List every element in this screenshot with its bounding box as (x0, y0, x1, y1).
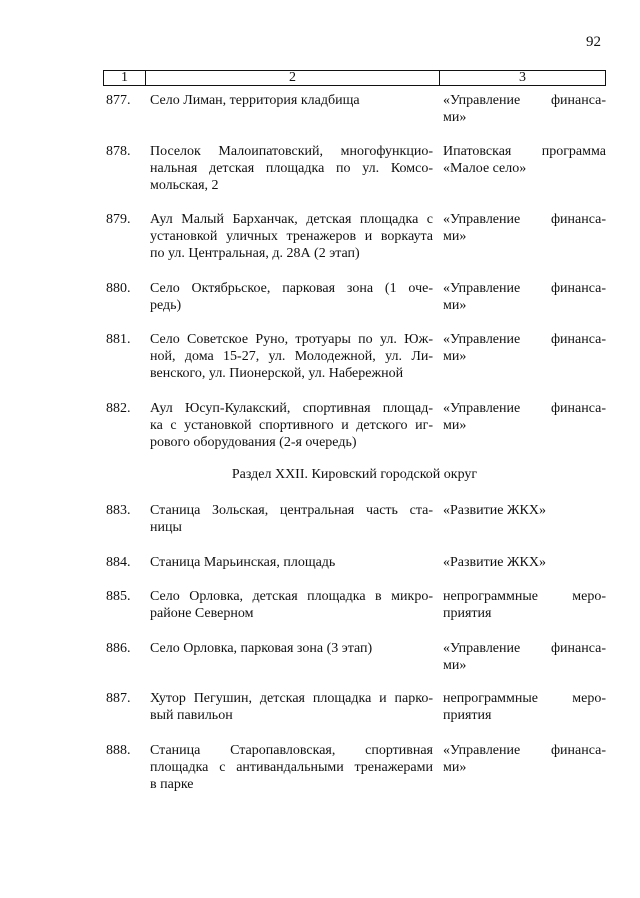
program-name (443, 280, 606, 314)
description-line: Станица Старопавловская, спортивная (150, 743, 433, 758)
description-line: нальная детская площадка по ул. Комсо- (150, 161, 433, 176)
program-name (443, 143, 606, 177)
row-number: 879. (106, 212, 131, 227)
program-line: приятия (443, 606, 492, 621)
program-line: приятия (443, 708, 492, 723)
description-line: Село Орловка, парковая зона (3 этап) (150, 641, 373, 656)
description-line: ной, дома 15-27, ул. Молодежной, ул. Ли- (150, 349, 433, 364)
program-line: Ипатовская программа (443, 144, 606, 159)
column-header-2: 2 (146, 71, 440, 85)
program-line: ми» (443, 229, 467, 244)
program-line: «Развитие ЖКХ» (443, 503, 546, 518)
row-number: 886. (106, 641, 131, 656)
object-description (150, 690, 433, 724)
program-line: «Малое село» (443, 161, 527, 176)
description-line: мольская, 2 (150, 178, 219, 193)
program-line: «Управление финанса- (443, 332, 606, 347)
description-line: венского, ул. Пионерской, ул. Набережной (150, 366, 404, 381)
program-line: ми» (443, 760, 467, 775)
program-line: «Управление финанса- (443, 281, 606, 296)
program-line: «Управление финанса- (443, 743, 606, 758)
program-name (443, 331, 606, 365)
description-line: Аул Малый Барханчак, детская площадка с (150, 212, 433, 227)
program-name (443, 742, 606, 776)
program-line: ми» (443, 418, 467, 433)
program-line: непрограммные меро- (443, 691, 606, 706)
row-number: 884. (106, 555, 131, 570)
program-name (443, 211, 606, 245)
object-description (150, 400, 433, 451)
column-header-3: 3 (519, 70, 526, 85)
row-number: 882. (106, 401, 131, 416)
row-number: 883. (106, 503, 131, 518)
program-line: ми» (443, 349, 467, 364)
object-description (150, 640, 433, 657)
program-name (443, 640, 606, 674)
program-name (443, 502, 606, 519)
description-line: Хутор Пегушин, детская площадка и парко- (150, 691, 433, 706)
description-line: по ул. Центральная, д. 28А (2 этап) (150, 246, 360, 261)
object-description (150, 211, 433, 262)
table-header (103, 70, 606, 86)
row-number: 878. (106, 144, 131, 159)
description-line: Станица Зольская, центральная часть ста- (150, 503, 433, 518)
program-name (443, 588, 606, 622)
row-number: 885. (106, 589, 131, 604)
program-line: ми» (443, 110, 467, 125)
object-description (150, 280, 433, 314)
description-line: Село Октябрьское, парковая зона (1 оче- (150, 281, 433, 296)
description-line: районе Северном (150, 606, 254, 621)
object-description (150, 742, 433, 793)
description-line: Село Лиман, территория кладбища (150, 93, 360, 108)
description-line: площадка с антивандальными тренажерами (150, 760, 433, 775)
column-header-1: 1 (104, 71, 146, 85)
object-description (150, 554, 433, 571)
row-number: 887. (106, 691, 131, 706)
description-line: Станица Марьинская, площадь (150, 555, 336, 570)
description-line: ка с установкой спортивного и детского иг- (150, 418, 433, 433)
program-line: ми» (443, 298, 467, 313)
object-description (150, 92, 433, 109)
object-description (150, 502, 433, 536)
description-line: Село Советское Руно, тротуары по ул. Юж- (150, 332, 433, 347)
page-number: 92 (586, 34, 601, 50)
description-line: Поселок Малоипатовский, многофункцио- (150, 144, 433, 159)
program-name (443, 92, 606, 126)
program-name (443, 690, 606, 724)
program-line: «Управление финанса- (443, 641, 606, 656)
row-number: 880. (106, 281, 131, 296)
row-number: 877. (106, 93, 131, 108)
description-line: ницы (150, 520, 182, 535)
program-line: непрограммные меро- (443, 589, 606, 604)
description-line: рового оборудования (2-я очередь) (150, 435, 357, 450)
description-line: редь) (150, 298, 182, 313)
description-line: в парке (150, 777, 194, 792)
program-name (443, 400, 606, 434)
program-name (443, 554, 606, 571)
object-description (150, 588, 433, 622)
object-description (150, 331, 433, 382)
description-line: установкой уличных тренажеров и воркаута (150, 229, 433, 244)
description-line: Аул Юсуп-Кулакский, спортивная площад- (150, 401, 433, 416)
description-line: Село Орловка, детская площадка в микро- (150, 589, 433, 604)
program-line: «Управление финанса- (443, 401, 606, 416)
program-line: «Управление финанса- (443, 93, 606, 108)
row-number: 881. (106, 332, 131, 347)
row-number: 888. (106, 743, 131, 758)
description-line: вый павильон (150, 708, 233, 723)
section-title: Раздел XXII. Кировский городской округ (231, 467, 478, 482)
program-line: «Управление финанса- (443, 212, 606, 227)
program-line: «Развитие ЖКХ» (443, 555, 546, 570)
program-line: ми» (443, 658, 467, 673)
object-description (150, 143, 433, 194)
